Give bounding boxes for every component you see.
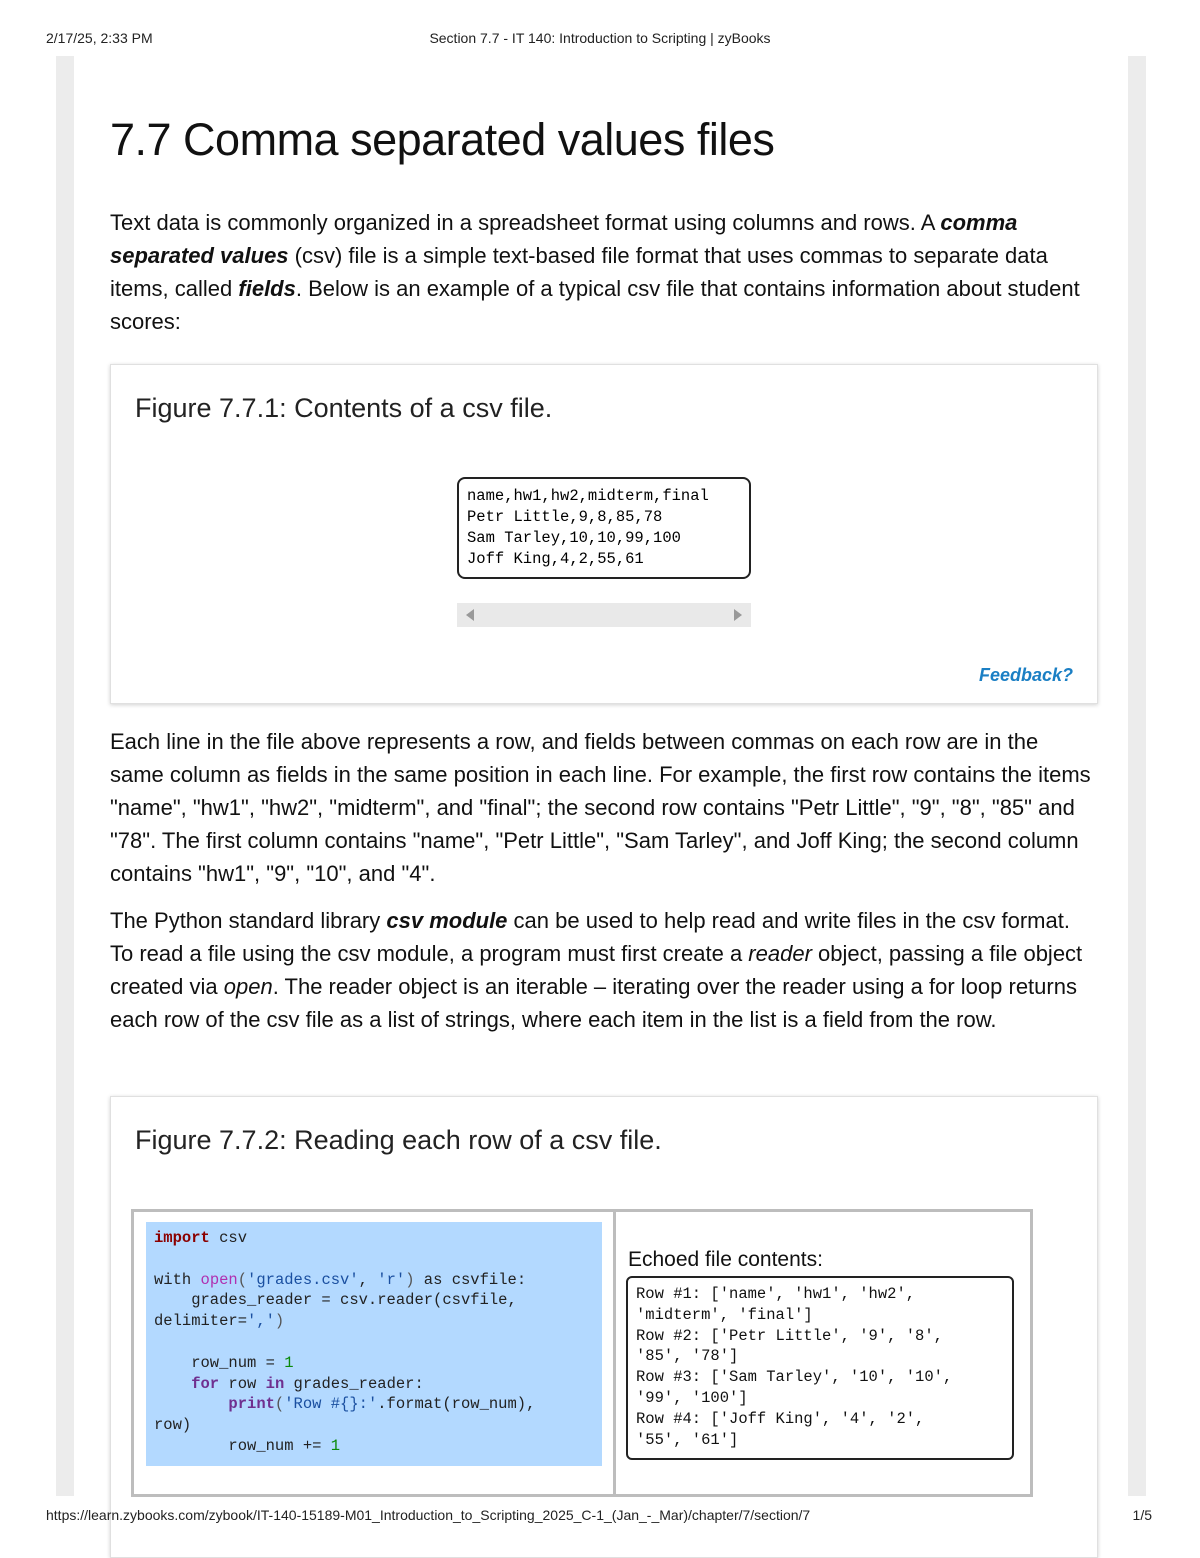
print-header [0,28,1200,50]
csv-text-1: The Python standard library [110,908,387,933]
scroll-right-icon[interactable] [734,609,742,621]
intro-text-2: (csv) file is a simple text-based file format that uses commas to separate data items, called [110,243,1048,301]
code-block [146,1222,602,1466]
csv-text-4: . The reader object is an iterable – iterating over the reader using a for loop returns each row of the csv file as a list of strings, where each item in the list is a field from the row. [110,974,1077,1032]
horizontal-scrollbar[interactable] [457,603,751,627]
print-date: 2/17/25, 2:33 PM [46,30,153,46]
explanation-paragraph: Each line in the file above represents a row, and fields between commas on each row are in the same column as fields in the same position in each line. For example, the first row contains the items "name", "hw1", "hw2", "midterm", and "final"; the second row contains "Petr Little", "9", "8", "85" and "78". The first column contains "name", "Petr Little", "Sam Tarley", and Joff King; the second column contains "hw1", "9", "10", and "4". [110,729,1091,886]
term-csv-module: csv module [386,908,508,933]
echo-label: Echoed file contents: [628,1248,823,1271]
csv-contents-box [457,477,751,579]
python-code: import csv with open('grades.csv', 'r') as csvfile: grades_reader = csv.reader(csvfile, delimiter=',') row_num = 1 for row in grades_reader: print('Row #{}:'.format(row_num), row) row_num += 1 [154,1229,536,1455]
panel-divider [613,1212,616,1494]
print-page-number: 1/5 [1132,1507,1152,1523]
intro-text-1: Text data is commonly organized in a spreadsheet format using columns and rows. A [110,210,941,235]
left-gutter [56,56,74,1496]
print-page-title: Section 7.7 - IT 140: Introduction to Scripting | zyBooks [429,30,771,46]
figure-7-7-2 [110,1096,1098,1558]
right-gutter [1128,56,1146,1496]
intro-text-3: . Below is an example of a typical csv file that contains information about student scores: [110,276,1080,334]
feedback-link[interactable]: Feedback? [978,665,1073,685]
term-reader: reader [748,941,812,966]
term-open: open [223,974,273,999]
figure-title: Figure 7.7.1: Contents of a csv file. [135,393,553,423]
csv-text-3: object, passing a file object created via [110,941,1083,999]
output-box [626,1276,1014,1460]
csv-module-paragraph [110,904,1095,1036]
csv-contents: name,hw1,hw2,midterm,final Petr Little,9,8,85,78 Sam Tarley,10,10,99,100 Joff King,4,2,55,61 [467,487,709,568]
csv-text-2: can be used to help read and write files in the csv format. To read a file using the csv module, a program must first create a [110,908,1070,966]
section-title: 7.7 Comma separated values files [110,114,775,165]
program-output: Row #1: ['name', 'hw1', 'hw2', 'midterm', 'final'] Row #2: ['Petr Little', '9', '8', '85', '78'] Row #3: ['Sam Tarley', '10', '10', '99', '100'] Row #4: ['Joff King', '4', '2', '55', '61'] [636,1285,953,1449]
term-comma-separated-values: comma separated values [110,210,1018,268]
intro-paragraph [110,206,1095,338]
figure-7-7-1 [110,364,1098,704]
print-url: https://learn.zybooks.com/zybook/IT-140-15189-M01_Introduction_to_Scripting_2025_C-1_(Jan_-_Mar)/chapter/7/section/7 [46,1507,811,1523]
print-footer [0,1505,1200,1527]
term-fields: fields [238,276,296,301]
code-output-panel [131,1209,1033,1497]
figure-title: Figure 7.7.2: Reading each row of a csv file. [135,1125,662,1155]
scroll-left-icon[interactable] [466,609,474,621]
